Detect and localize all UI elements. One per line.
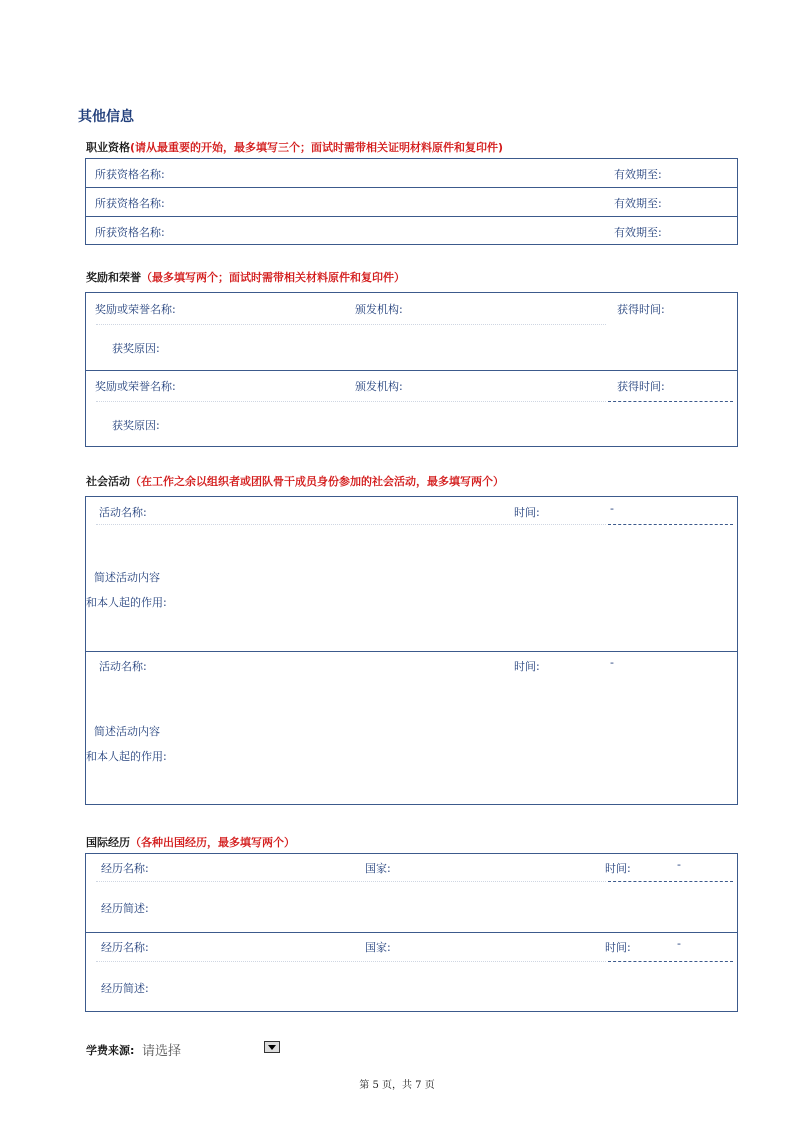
experience-desc-label: 经历简述: — [101, 902, 149, 915]
tuition-select[interactable] — [140, 1038, 284, 1058]
awards-title: 奖励和荣誉 — [86, 271, 141, 284]
experience-name-label: 经历名称: — [101, 941, 149, 954]
experience-country-label: 国家: — [365, 862, 391, 875]
qualification-valid-field[interactable] — [670, 221, 732, 239]
award-time-label: 获得时间: — [617, 303, 665, 316]
qualifications-title: 职业资格 — [86, 141, 130, 154]
award-name-field[interactable] — [188, 298, 338, 316]
experience-time-label: 时间: — [605, 941, 631, 954]
award-time-label: 获得时间: — [617, 380, 665, 393]
award-reason-field[interactable] — [170, 336, 730, 358]
experience-time-dash: - — [677, 937, 681, 950]
qualification-valid-label: 有效期至: — [614, 168, 662, 181]
award-org-label: 颁发机构: — [355, 303, 403, 316]
qualification-valid-field[interactable] — [670, 192, 732, 210]
awards-note: （最多填写两个；面试时需带相关材料原件和复印件） — [141, 271, 405, 284]
award-org-field[interactable] — [412, 375, 602, 393]
qualification-name-field[interactable] — [176, 192, 596, 210]
tuition-label: 学费来源: — [86, 1044, 135, 1057]
qualification-name-field[interactable] — [176, 163, 596, 181]
activity-role-label: 和本人起的作用: — [86, 596, 167, 609]
activity-time-label: 时间: — [514, 506, 540, 519]
activity-name-field[interactable] — [156, 501, 496, 519]
award-org-label: 颁发机构: — [355, 380, 403, 393]
experience-name-label: 经历名称: — [101, 862, 149, 875]
experience-name-field[interactable] — [158, 857, 358, 875]
qualification-name-label: 所获资格名称: — [95, 168, 165, 181]
award-name-field[interactable] — [188, 375, 338, 393]
award-time-field[interactable] — [674, 375, 732, 393]
qualification-name-label: 所获资格名称: — [95, 226, 165, 239]
qualifications-note: (请从最重要的开始，最多填写三个；面试时需带相关证明材料原件和复印件) — [130, 141, 504, 154]
experience-end-field[interactable] — [686, 936, 732, 954]
activity-name-label: 活动名称: — [99, 660, 147, 673]
qualification-name-field[interactable] — [176, 221, 596, 239]
experience-desc-field[interactable] — [158, 974, 730, 1002]
international-note: （各种出国经历，最多填写两个） — [130, 836, 295, 849]
experience-time-label: 时间: — [605, 862, 631, 875]
award-reason-label: 获奖原因: — [112, 419, 160, 432]
international-title: 国际经历 — [86, 836, 130, 849]
award-name-label: 奖励或荣誉名称: — [95, 380, 176, 393]
awards-section-title — [86, 269, 405, 285]
qualification-valid-label: 有效期至: — [614, 226, 662, 239]
experience-start-field[interactable] — [638, 857, 674, 875]
activity-end-field[interactable] — [620, 655, 730, 673]
activity-name-label: 活动名称: — [99, 506, 147, 519]
experience-name-field[interactable] — [158, 936, 358, 954]
award-org-field[interactable] — [412, 298, 602, 316]
activity-start-field[interactable] — [548, 501, 604, 519]
experience-desc-field[interactable] — [158, 894, 730, 922]
experience-time-dash: - — [677, 858, 681, 871]
experience-desc-label: 经历简述: — [101, 982, 149, 995]
award-name-label: 奖励或荣誉名称: — [95, 303, 176, 316]
activity-desc-field[interactable] — [180, 530, 730, 642]
page-heading: 其他信息 — [78, 109, 134, 125]
activity-start-field[interactable] — [548, 655, 604, 673]
activity-desc-label: 简述活动内容 — [94, 571, 160, 584]
experience-country-field[interactable] — [400, 857, 596, 875]
award-reason-label: 获奖原因: — [112, 342, 160, 355]
activities-title: 社会活动 — [86, 475, 130, 488]
activity-role-label: 和本人起的作用: — [86, 750, 167, 763]
activity-desc-field[interactable] — [180, 684, 730, 796]
activity-time-dash: - — [610, 656, 614, 669]
qualifications-section-title — [86, 139, 503, 155]
qualification-name-label: 所获资格名称: — [95, 197, 165, 210]
activities-section-title — [86, 473, 504, 489]
experience-start-field[interactable] — [638, 936, 674, 954]
award-reason-field[interactable] — [170, 413, 730, 435]
activity-desc-label: 简述活动内容 — [94, 725, 160, 738]
experience-country-field[interactable] — [400, 936, 596, 954]
experience-end-field[interactable] — [686, 857, 732, 875]
activities-note: （在工作之余以组织者或团队骨干成员身份参加的社会活动，最多填写两个） — [130, 475, 504, 488]
experience-country-label: 国家: — [365, 941, 391, 954]
activity-end-field[interactable] — [620, 501, 730, 519]
dropdown-arrow-icon[interactable] — [264, 1041, 280, 1053]
activity-name-field[interactable] — [156, 655, 496, 673]
activity-time-dash: - — [610, 502, 614, 515]
international-section-title — [86, 834, 295, 850]
activity-time-label: 时间: — [514, 660, 540, 673]
qualification-valid-label: 有效期至: — [614, 197, 662, 210]
page-footer: 第 5 页，共 7 页 — [359, 1080, 435, 1091]
tuition-selected-value: 请选择 — [142, 1044, 182, 1059]
qualification-valid-field[interactable] — [670, 163, 732, 181]
award-time-field[interactable] — [674, 298, 732, 316]
